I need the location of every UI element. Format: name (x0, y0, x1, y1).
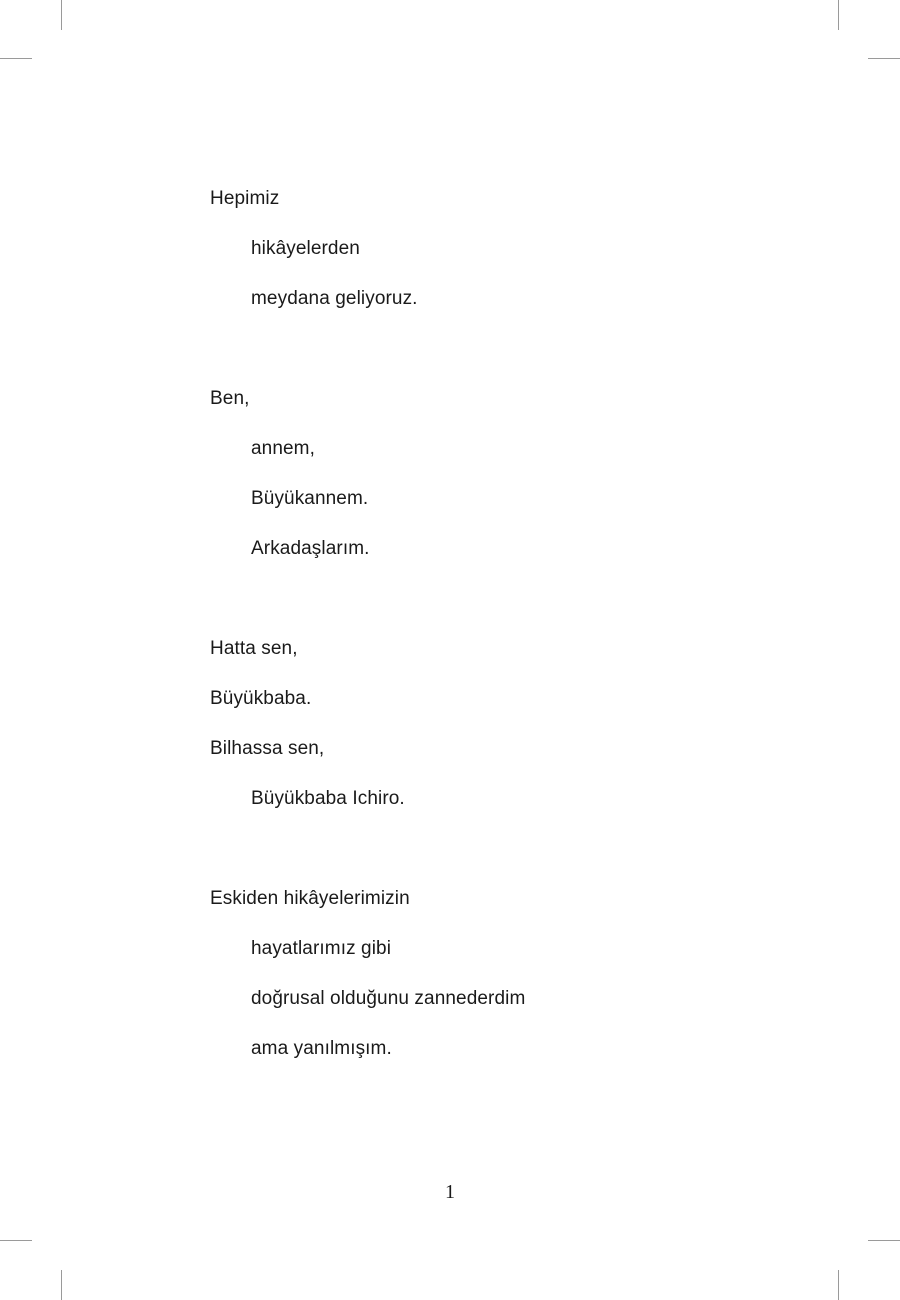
poem-line: hayatlarımız gibi (251, 938, 392, 959)
crop-mark-top-right-vertical (838, 0, 839, 30)
poem-line: Büyükbaba Ichiro. (251, 788, 405, 809)
crop-mark-bottom-left-vertical (61, 1270, 62, 1300)
crop-mark-top-right-horizontal (868, 58, 900, 59)
crop-mark-top-left-horizontal (0, 58, 32, 59)
poem-line: Arkadaşlarım. (251, 538, 370, 559)
crop-mark-bottom-right-vertical (838, 1270, 839, 1300)
poem-line: Hepimiz (210, 188, 280, 209)
poem-line: annem, (251, 438, 315, 459)
poem-line: ama yanılmışım. (251, 1038, 392, 1059)
crop-mark-bottom-left-horizontal (0, 1240, 32, 1241)
poem-line: Büyükannem. (251, 488, 369, 509)
page-number: 1 (445, 1181, 455, 1203)
poem-line: hikâyelerden (251, 238, 360, 259)
crop-mark-bottom-right-horizontal (868, 1240, 900, 1241)
poem-line: Hatta sen, (210, 638, 298, 659)
poem-line: Ben, (210, 388, 250, 409)
poem-line: Eskiden hikâyelerimizin (210, 888, 410, 909)
poem-line: Büyükbaba. (210, 688, 312, 709)
poem-line: doğrusal olduğunu zannederdim (251, 988, 526, 1009)
poem-line: Bilhassa sen, (210, 738, 325, 759)
poem-line: meydana geliyoruz. (251, 288, 418, 309)
crop-mark-top-left-vertical (61, 0, 62, 30)
